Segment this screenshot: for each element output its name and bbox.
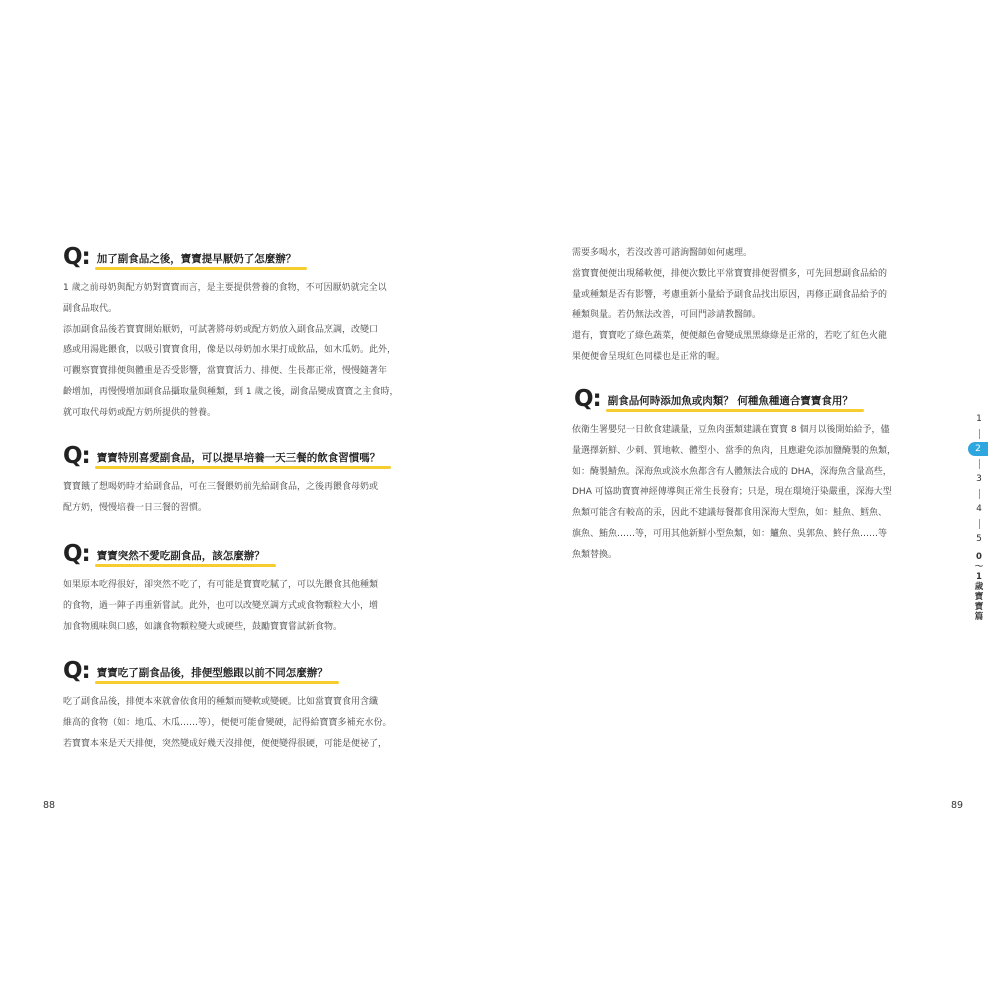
answer-line: 就可取代母奶或配方奶所提供的營養。 [63, 407, 217, 418]
q-mark: Q: [63, 443, 90, 469]
chapter-tab-2[interactable]: 2 [968, 442, 988, 456]
answer-line: 添加副食品後若寶寶開始厭奶，可試著將母奶或配方奶放入副食品烹調，改變口 [63, 324, 379, 335]
vertical-chapter-title [972, 552, 986, 622]
q-mark: Q: [63, 541, 90, 567]
question-text: 寶寶特別喜愛副食品，可以提早培養一天三餐的飲食習慣嗎？ [95, 450, 384, 468]
tab-divider [979, 489, 980, 499]
answer-line: 當寶寶便便出現稀軟便，排便次數比平常寶寶排便習慣多，可先回想副食品給的 [572, 268, 888, 279]
question-heading [63, 657, 392, 683]
qa-block-2 [63, 442, 383, 519]
chapter-tab-1[interactable]: 1 [976, 414, 982, 424]
page-number: 89 [951, 800, 964, 811]
q-mark: Q: [574, 386, 601, 412]
answer-line: 如果原本吃得很好，卻突然不吃了，有可能是寶寶吃膩了，可以先餵食其他種類 [63, 580, 379, 590]
chapter-tabs [972, 412, 986, 622]
answer-line: 副食品取代。 [63, 303, 118, 314]
answer-text [63, 575, 378, 637]
answer-line: 齡增加，再慢慢增加副食品攝取量與種類，到 1 歲之後，副食品變成寶寶之主食時， [63, 386, 399, 397]
answer-text [63, 477, 383, 519]
answer-line: 如：醃製鯖魚。深海魚或淡水魚都含有人體無法合成的 DHA，深海魚含量高些， [572, 466, 892, 477]
answer-line: 1 歲之前母奶與配方奶對寶寶而言，是主要提供營養的食物，不可因厭奶就完全以 [63, 283, 387, 293]
tab-divider [979, 519, 980, 529]
answer-line: 的食物，過一陣子再重新嘗試。此外，也可以改變烹調方式或食物顆粒大小，增 [63, 600, 379, 611]
answer-line: DHA 可協助寶寶神經傳導與正常生長發育；只是，現在環境汙染嚴重，深海大型 [572, 487, 892, 498]
answer-line: 可觀察寶寶排便與體重是否受影響，當寶寶活力、排便、生長都正常，慢慢隨著年 [63, 366, 388, 377]
tab-divider [979, 429, 980, 439]
question-heading [63, 540, 378, 566]
answer-line: 感或用湯匙餵食，以吸引寶寶食用，像是以母奶加水果打成飲品，如木瓜奶。此外， [63, 345, 397, 356]
title-char: 篇 [974, 612, 984, 622]
answer-line: 依衛生署嬰兒一日飲食建議量，豆魚肉蛋類建議在寶寶 8 個月以後開始給予，儘 [572, 425, 890, 435]
page-number: 88 [43, 800, 56, 811]
title-char: 0 [976, 552, 982, 562]
answer-line: 還有，寶寶吃了綠色蔬菜，便便顏色會變成黑黑綠綠是正常的，若吃了紅色火龍 [572, 331, 888, 342]
question-heading [63, 243, 398, 269]
question-text: 加了副食品之後，寶寶提早厭奶了怎麼辦？ [95, 251, 300, 269]
answer-line: 量選擇新鮮、少刺、質地軟、體型小、當季的魚肉，且應避免添加鹽醃製的魚類， [572, 445, 897, 456]
question-heading [574, 385, 896, 411]
answer-text [63, 278, 398, 424]
answer-text [572, 243, 887, 368]
answer-text [572, 420, 896, 566]
answer-line: 若寶寶本來是天天排便，突然變成好幾天沒排便，便便變得很硬，可能是便祕了， [63, 738, 388, 749]
answer-line: 魚類替換。 [572, 549, 618, 560]
answer-line: 量或種類是否有影響，考慮重新小量給予副食品找出原因，再修正副食品給予的 [572, 289, 888, 300]
answer-line: 旗魚、鮪魚……等，可用其他新鮮小型魚類，如：鱸魚、吳郭魚、鮗仔魚……等 [572, 528, 888, 539]
answer-line: 需要多喝水，若沒改善可諮詢醫師如何處理。 [572, 248, 753, 258]
tab-divider [979, 459, 980, 469]
title-char: 1 [976, 572, 982, 582]
question-text: 寶寶吃了副食品後，排便型態跟以前不同怎麼辦？ [95, 665, 331, 683]
answer-text [63, 692, 392, 754]
answer-line: 吃了副食品後，排便本來就會依食用的種類而變軟或變硬。比如當寶寶食用含纖 [63, 697, 379, 707]
question-text: 寶寶突然不愛吃副食品，該怎麼辦？ [95, 548, 268, 566]
title-char: 寶 [974, 602, 984, 612]
question-heading [63, 442, 383, 468]
title-char: 歲 [974, 582, 984, 592]
title-char: 寶 [974, 592, 984, 602]
answer-line: 魚類可能含有較高的汞，因此不建議每餐都食用深海大型魚，如：鮭魚、鱈魚、 [572, 508, 888, 519]
qa-block-1 [63, 243, 398, 424]
chapter-tab-4[interactable]: 4 [976, 504, 982, 514]
continued-text [572, 243, 887, 368]
qa-block-4 [63, 657, 392, 754]
answer-line: 配方奶，慢慢培養一日三餐的習慣。 [63, 502, 208, 513]
answer-line: 種類與量。若仍無法改善，可回門診請教醫師。 [572, 310, 762, 321]
right-page [500, 0, 1000, 1000]
chapter-tab-3[interactable]: 3 [976, 474, 982, 484]
answer-line: 寶寶餓了想喝奶時才給副食品，可在三餐餵奶前先給副食品，之後再餵食母奶或 [63, 482, 379, 492]
q-mark: Q: [63, 658, 90, 684]
qa-block-3 [63, 540, 378, 637]
answer-line: 果便便會呈現紅色同樣也是正常的喔。 [572, 351, 726, 362]
qa-block-5 [574, 385, 896, 566]
answer-line: 加食物風味與口感，如讓食物顆粒變大或硬些，鼓勵寶寶嘗試新食物。 [63, 621, 343, 632]
question-text: 副食品何時添加魚或肉類？ 何種魚種適合寶寶食用？ [606, 393, 856, 411]
chapter-tab-5[interactable]: 5 [976, 534, 982, 544]
answer-line: 維高的食物（如：地瓜、木瓜……等），便便可能會變硬，記得給寶寶多補充水份。 [63, 717, 392, 728]
q-mark: Q: [63, 244, 90, 270]
title-char: ～ [974, 562, 984, 572]
